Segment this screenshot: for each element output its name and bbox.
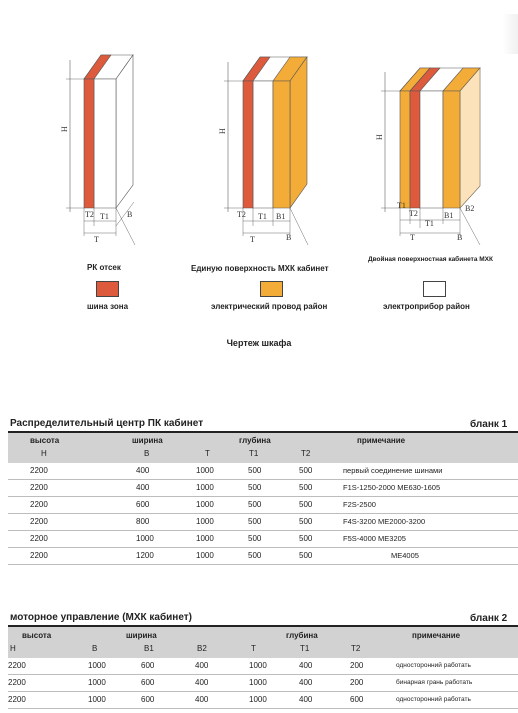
- cabinet-drawings: [0, 0, 518, 260]
- cabinet-drawing-3: [375, 68, 480, 245]
- table-cell-note: первый соединение шинами: [343, 466, 443, 475]
- legend-swatch-bus: [96, 281, 119, 297]
- t1-group-depth: глубина: [239, 436, 271, 445]
- drawing-heading: Чертеж шкафа: [226, 338, 292, 348]
- table-cell: 500: [299, 517, 313, 526]
- table-cell-note: F5S-4000 ME3205: [343, 534, 406, 543]
- dim-b1-2: B1: [276, 212, 286, 221]
- table-row: [8, 463, 518, 480]
- table-cell-note: односторонний работать: [396, 696, 471, 703]
- table-cell: 2200: [8, 661, 26, 670]
- table-cell: 2200: [8, 678, 26, 687]
- cabinet-1-front-white: [94, 79, 116, 208]
- legend-label-bus: шина зона: [87, 302, 129, 311]
- dim-h-1: H: [60, 126, 69, 132]
- table1-header: [8, 433, 518, 463]
- table-cell: 1000: [196, 517, 214, 526]
- t1-group-width: ширина: [132, 436, 163, 445]
- table-row: [8, 675, 518, 692]
- table-cell: 500: [299, 483, 313, 492]
- table2-header: [8, 627, 518, 658]
- t2-sub-t: T: [251, 644, 256, 653]
- table-row: [8, 514, 518, 531]
- t2-group-height: высота: [22, 631, 52, 640]
- dim-t2-1: T2: [85, 210, 94, 219]
- table-cell: 2200: [8, 695, 26, 704]
- dim-b1-3: B1: [444, 211, 454, 220]
- table-cell: 500: [248, 500, 262, 509]
- table2-title: моторное управление (МХК кабинет): [10, 612, 192, 623]
- table-cell: 600: [141, 695, 155, 704]
- t2-group-width: ширина: [126, 631, 157, 640]
- table-cell: 500: [248, 517, 262, 526]
- t1-sub-t1: T1: [249, 449, 259, 458]
- legend-swatch-device: [423, 281, 446, 297]
- caption-drawing-1: РК отсек: [87, 263, 121, 272]
- table-cell: 400: [136, 483, 150, 492]
- cabinet-3-front-white: [420, 91, 443, 208]
- dim-t-2: T: [250, 235, 255, 244]
- t1-sub-t: T: [205, 449, 210, 458]
- table-cell: 400: [299, 678, 313, 687]
- table-cell: 1000: [249, 695, 267, 704]
- table-cell: 400: [195, 695, 209, 704]
- table-row: [8, 531, 518, 548]
- cabinet-drawing-1: [60, 55, 135, 245]
- legend-swatch-wire: [260, 281, 283, 297]
- cabinet-2-front-red: [243, 81, 253, 208]
- table-cell-note: F1S-1250-2000 ME630-1605: [343, 483, 441, 492]
- cabinet-2-front-orange: [273, 81, 290, 208]
- table-cell: 1000: [88, 678, 106, 687]
- table-cell: 500: [248, 483, 262, 492]
- t2-sub-b: B: [92, 644, 98, 653]
- t1-sub-t2: T2: [301, 449, 311, 458]
- table-cell-note: F2S-2500: [343, 500, 376, 509]
- table-cell-note: F4S-3200 ME2000-3200: [343, 517, 426, 526]
- table-cell: 400: [136, 466, 150, 475]
- dim-t-1: T: [94, 235, 99, 244]
- t1-group-height: высота: [30, 436, 60, 445]
- dim-t2-3: T2: [409, 209, 418, 218]
- cabinet-3-front-red: [410, 91, 420, 208]
- cabinet-3-front-orange-left: [400, 91, 410, 208]
- table-cell: 1000: [196, 483, 214, 492]
- table-cell: 1000: [196, 534, 214, 543]
- table-cell: 1000: [196, 551, 214, 560]
- table2-form: бланк 2: [470, 613, 508, 624]
- caption-drawing-3: Двойная поверхностная кабинета МХК: [368, 256, 493, 263]
- table-row: [8, 548, 518, 565]
- t1-sub-b: B: [144, 449, 150, 458]
- table-cell: 1000: [136, 534, 154, 543]
- table-cell: 1000: [249, 678, 267, 687]
- legend-label-device: электроприбор район: [383, 302, 470, 311]
- cabinet-1-front-red: [84, 79, 94, 208]
- cabinet-2-front-white: [253, 81, 273, 208]
- caption-drawing-2: Единую поверхность МХК кабинет: [191, 264, 329, 273]
- table-cell: 600: [350, 695, 364, 704]
- table-cell: 600: [141, 661, 155, 670]
- table-cell: 800: [136, 517, 150, 526]
- dim-b-2: B: [286, 233, 292, 242]
- dim-t1-1: T1: [100, 212, 109, 221]
- dim-h-2: H: [218, 128, 227, 134]
- table-cell: 2200: [30, 517, 48, 526]
- dim-b2-3: B2: [465, 204, 475, 213]
- table-cell: 200: [350, 661, 364, 670]
- table-cell: 1000: [88, 661, 106, 670]
- t2-sub-b2: B2: [197, 644, 207, 653]
- dim-b-3: B: [457, 233, 463, 242]
- cabinet-1-side: [116, 55, 133, 208]
- table-cell-note: бинарная грань работать: [396, 679, 473, 686]
- table1-title: Распределительный центр ПК кабинет: [10, 418, 204, 429]
- dim-h-3: H: [375, 134, 384, 140]
- table-cell: 400: [195, 661, 209, 670]
- table-cell: 500: [299, 500, 313, 509]
- dim-t-3: T: [410, 233, 415, 242]
- dim-t1-3: T1: [397, 201, 406, 210]
- t1-sub-h: H: [41, 449, 47, 458]
- t2-group-depth: глубина: [286, 631, 318, 640]
- table-cell: 400: [299, 695, 313, 704]
- table-cell: 1000: [196, 500, 214, 509]
- cabinet-3-side-orange: [460, 68, 480, 208]
- table-cell: 500: [299, 551, 313, 560]
- table-cell: 2200: [30, 534, 48, 543]
- table-row: [8, 692, 518, 709]
- table-cell: 500: [248, 551, 262, 560]
- table-row: [8, 497, 518, 514]
- table-cell-note: односторонний работать: [396, 662, 471, 669]
- table-cell: 400: [195, 678, 209, 687]
- table-cell: 500: [299, 534, 313, 543]
- table-cell: 500: [248, 534, 262, 543]
- dim-t1-2: T1: [258, 212, 267, 221]
- table-cell: 1000: [249, 661, 267, 670]
- legend-label-wire: электрический провод район: [211, 302, 328, 311]
- table-cell: 2200: [30, 551, 48, 560]
- dim-b-1: B: [127, 210, 133, 219]
- table-cell: 500: [248, 466, 262, 475]
- table-cell: 1000: [88, 695, 106, 704]
- t2-sub-b1: B1: [144, 644, 154, 653]
- table-row: [8, 480, 518, 497]
- dim-t2-2: T2: [237, 210, 246, 219]
- t2-sub-h: H: [10, 644, 16, 653]
- table-cell-note: ME4005: [391, 551, 419, 560]
- table-cell: 1000: [196, 466, 214, 475]
- table-cell: 600: [136, 500, 150, 509]
- table-cell: 400: [299, 661, 313, 670]
- t2-sub-t2: T2: [351, 644, 361, 653]
- t1-group-note: примечание: [357, 436, 406, 445]
- cabinet-drawing-2: [218, 57, 308, 245]
- table-cell: 600: [141, 678, 155, 687]
- table-row: [8, 658, 518, 675]
- t2-group-note: примечание: [412, 631, 461, 640]
- cabinet-2-side: [290, 57, 307, 208]
- table-cell: 200: [350, 678, 364, 687]
- t2-sub-t1: T1: [300, 644, 310, 653]
- table-cell: 1200: [136, 551, 154, 560]
- table-cell: 500: [299, 466, 313, 475]
- table-cell: 2200: [30, 500, 48, 509]
- table-cell: 2200: [30, 483, 48, 492]
- table-cell: 2200: [30, 466, 48, 475]
- table1-form: бланк 1: [470, 419, 508, 430]
- dim-t1b-3: T1: [425, 219, 434, 228]
- cabinet-3-front-orange-right: [443, 91, 460, 208]
